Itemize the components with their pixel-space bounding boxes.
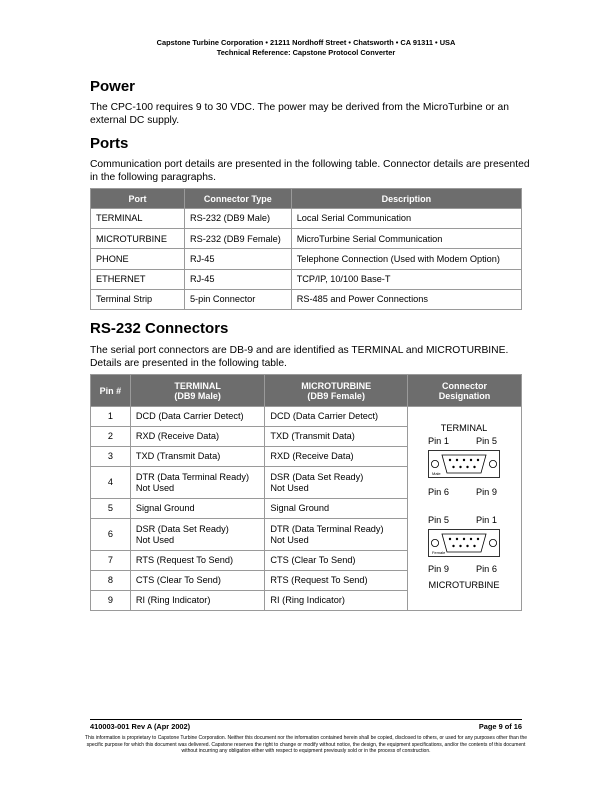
pin-number-cell: 2 <box>91 427 131 447</box>
description-cell: RS-485 and Power Connections <box>291 289 521 309</box>
column-header-connector-designation <box>407 375 521 407</box>
terminal-signal-cell <box>130 571 265 591</box>
port-cell: Terminal Strip <box>91 289 185 309</box>
pin-number-cell: 1 <box>91 407 131 427</box>
terminal-signal-cell <box>130 407 265 427</box>
port-cell: MICROTURBINE <box>91 229 185 249</box>
column-header-microturbine <box>265 375 408 407</box>
table-row <box>91 229 522 249</box>
pin-number-cell: 6 <box>91 519 131 551</box>
microturbine-pin-label: Pin 6 <box>475 564 497 574</box>
signal-text: RI (Ring Indicator) <box>270 595 345 606</box>
terminal-connector-label: TERMINAL <box>440 423 488 433</box>
table-row <box>91 407 522 427</box>
table-row <box>91 249 522 269</box>
signal-text: DTR (Data Terminal Ready) <box>135 472 250 482</box>
connector-type-cell: RJ-45 <box>184 269 291 289</box>
terminal-pin-label: Pin 5 <box>475 436 497 446</box>
signal-text: TXD (Transmit Data) <box>270 431 355 442</box>
signal-text: RI (Ring Indicator) <box>135 595 211 606</box>
port-cell: PHONE <box>91 249 185 269</box>
microturbine-connector-label: MICROTURBINE <box>428 580 500 590</box>
pin-number-cell: 5 <box>91 499 131 519</box>
table-row <box>91 289 522 309</box>
microturbine-signal-cell <box>265 499 408 519</box>
port-cell: TERMINAL <box>91 209 185 229</box>
ports-paragraph: Communication port details are presented in the following table. Connector details are presented in the following paragraphs. <box>90 159 530 183</box>
terminal-header-subtitle: (DB9 Male) <box>174 390 221 401</box>
signal-text: RTS (Request To Send) <box>270 575 368 586</box>
column-header-pin: Pin # <box>91 375 131 407</box>
signal-text: DCD (Data Carrier Detect) <box>135 411 244 422</box>
description-cell: Telephone Connection (Used with Modem Option) <box>291 249 521 269</box>
ports-table <box>90 188 522 310</box>
footer-proprietary-notice: This information is proprietary to Capstone Turbine Corporation. Neither this document nor the information contained herein shall be copied, disclosed to others, or used for any purposes other than the specific purpose for which this document was delivered. Capstone reserves the right to change or modify without notice, the design, the equipment specifications, and/or the contents of this document without incurring any obligation either with respect to equipment previously sold or in the process of construction. <box>84 735 528 755</box>
terminal-signal-cell <box>130 427 265 447</box>
microturbine-signal-cell <box>265 427 408 447</box>
connector-type-cell: RJ-45 <box>184 249 291 269</box>
header-company-line: Capstone Turbine Corporation • 21211 Nordhoff Street • Chatsworth • CA 91311 • USA <box>156 38 456 47</box>
signal-text: Signal Ground <box>270 503 330 514</box>
description-cell: Local Serial Communication <box>291 209 521 229</box>
terminal-signal-cell <box>130 467 265 499</box>
terminal-header-title: TERMINAL <box>174 380 221 391</box>
signal-note: Not Used <box>135 482 175 493</box>
connector-header-title: Connector <box>441 380 487 391</box>
microturbine-signal-cell <box>265 407 408 427</box>
column-header-connector-type: Connector Type <box>184 189 291 209</box>
footer-divider <box>90 719 522 720</box>
signal-text: DCD (Data Carrier Detect) <box>270 411 379 422</box>
terminal-signal-cell <box>130 447 265 467</box>
description-cell: TCP/IP, 10/100 Base-T <box>291 269 521 289</box>
signal-text: CTS (Clear To Send) <box>135 575 221 586</box>
terminal-pin-label: Pin 1 <box>427 436 449 446</box>
terminal-signal-cell <box>130 519 265 551</box>
microturbine-pin-label: Pin 9 <box>427 564 449 574</box>
signal-text: TXD (Transmit Data) <box>135 451 221 462</box>
signal-note: Not Used <box>135 534 175 545</box>
microturbine-signal-cell <box>265 571 408 591</box>
terminal-signal-cell <box>130 551 265 571</box>
page-header <box>0 38 612 58</box>
pin-number-cell: 7 <box>91 551 131 571</box>
ports-table-header-row <box>91 189 522 209</box>
pin-number-cell: 9 <box>91 591 131 611</box>
signal-text: CTS (Clear To Send) <box>270 555 356 566</box>
terminal-pin-label: Pin 9 <box>475 487 497 497</box>
connector-designation-cell <box>407 407 521 611</box>
signal-text: RTS (Request To Send) <box>135 555 234 566</box>
signal-note: Not Used <box>270 482 309 493</box>
signal-note: Not Used <box>270 534 309 545</box>
signal-text: RXD (Receive Data) <box>270 451 354 462</box>
connector-diagram <box>408 407 520 607</box>
description-cell: MicroTurbine Serial Communication <box>291 229 521 249</box>
pin-number-cell: 4 <box>91 467 131 499</box>
column-header-terminal <box>130 375 265 407</box>
terminal-pin-label: Pin 6 <box>427 487 449 497</box>
connector-type-cell: RS-232 (DB9 Female) <box>184 229 291 249</box>
table-row <box>91 269 522 289</box>
power-heading: Power <box>90 78 136 95</box>
rs232-table <box>90 374 522 611</box>
microturbine-pin-label: Pin 5 <box>427 515 449 525</box>
column-header-port: Port <box>91 189 185 209</box>
microturbine-pin-label: Pin 1 <box>475 515 497 525</box>
terminal-signal-cell <box>130 499 265 519</box>
column-header-description: Description <box>291 189 521 209</box>
microturbine-header-title: MICROTURBINE <box>301 380 372 391</box>
ports-heading: Ports <box>90 135 129 152</box>
table-row <box>91 209 522 229</box>
rs232-table-header-row <box>91 375 522 407</box>
signal-text: DTR (Data Terminal Ready) <box>270 524 384 534</box>
footer-page-number: Page 9 of 16 <box>478 722 522 731</box>
connector-header-subtitle: Designation <box>438 390 491 401</box>
microturbine-signal-cell <box>265 519 408 551</box>
power-paragraph: The CPC-100 requires 9 to 30 VDC. The power may be derived from the MicroTurbine or an external DC supply. <box>90 102 509 126</box>
microturbine-signal-cell <box>265 591 408 611</box>
male-tag: Male <box>431 471 441 476</box>
signal-text: Signal Ground <box>135 503 195 514</box>
female-tag: Female <box>431 550 446 555</box>
footer-document-id: 410003-001 Rev A (Apr 2002) <box>90 722 191 731</box>
microturbine-signal-cell <box>265 467 408 499</box>
pin-number-cell: 3 <box>91 447 131 467</box>
microturbine-signal-cell <box>265 447 408 467</box>
microturbine-header-subtitle: (DB9 Female) <box>307 390 365 401</box>
port-cell: ETHERNET <box>91 269 185 289</box>
header-document-title: Technical Reference: Capstone Protocol Converter <box>216 48 396 57</box>
pin-number-cell: 8 <box>91 571 131 591</box>
connector-type-cell: RS-232 (DB9 Male) <box>184 209 291 229</box>
connector-type-cell: 5-pin Connector <box>184 289 291 309</box>
signal-text: DSR (Data Set Ready) <box>270 472 364 482</box>
terminal-signal-cell <box>130 591 265 611</box>
signal-text: DSR (Data Set Ready) <box>135 524 229 534</box>
rs232-heading: RS-232 Connectors <box>90 320 229 337</box>
microturbine-signal-cell <box>265 551 408 571</box>
signal-text: RXD (Receive Data) <box>135 431 220 442</box>
rs232-paragraph: The serial port connectors are DB-9 and are identified as TERMINAL and MICROTURBINE. Details are presented in the following table. <box>90 345 509 369</box>
